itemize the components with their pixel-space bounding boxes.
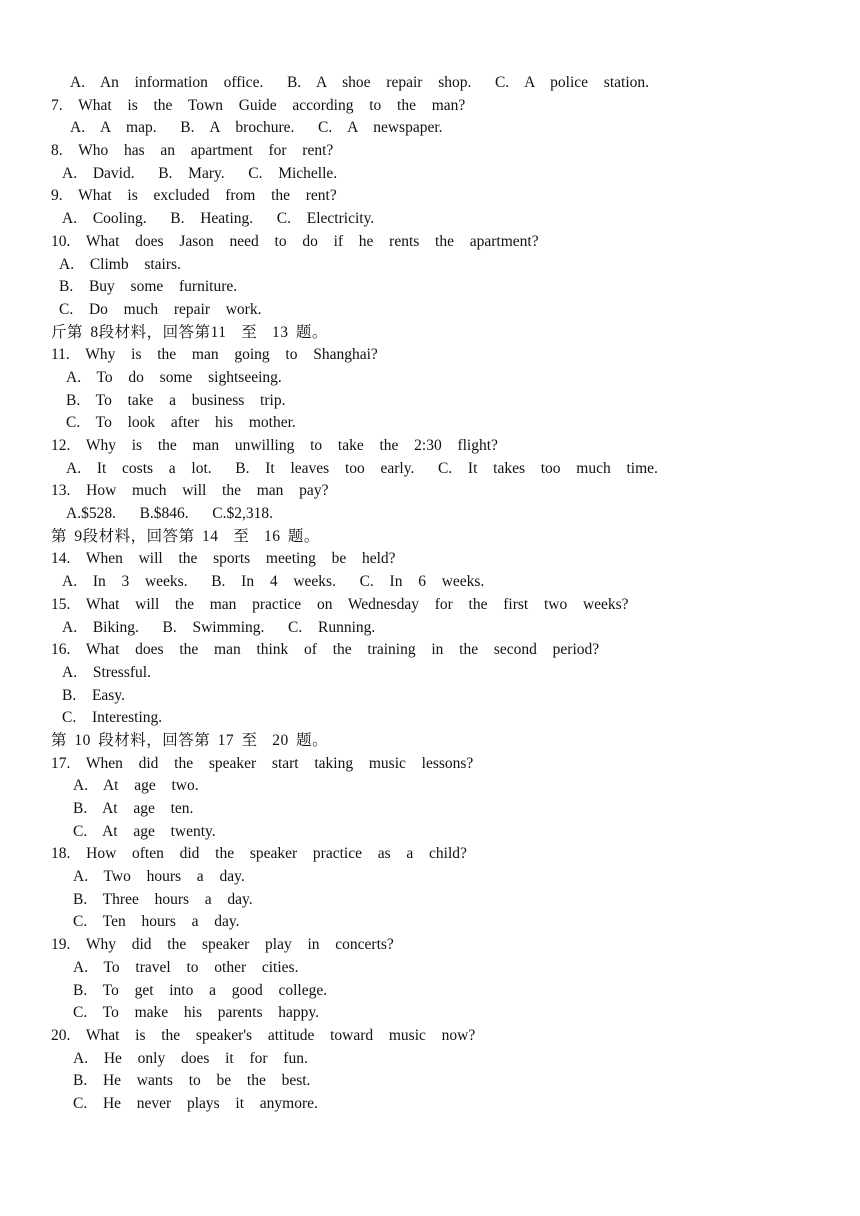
option-line: A. An information office. B. A shoe repair shop. C. A police station. [70,74,649,91]
option-line: A. It costs a lot. B. It leaves too early. C. It takes too much time. [66,459,658,477]
option-line: C. He never plays it anymore. [73,1094,318,1112]
option-line: B. He wants to be the best. [73,1072,311,1090]
question-18: 18. How often did the speaker practice as a child? [51,845,467,863]
option-line: A. Biking. B. Swimming. C. Running. [62,618,376,636]
option-line: A. To travel to other cities. [73,958,299,976]
option-line: A. Cooling. B. Heating. C. Electricity. [62,210,375,228]
option-line: C. To make his parents happy. [73,1004,319,1022]
option-line: C. Interesting. [62,709,163,727]
question-19: 19. Why did the speaker play in concerts? [51,936,394,954]
option-line: A. He only does it for fun. [73,1049,308,1067]
question-9: 9. What is excluded from the rent? [51,187,337,205]
section-heading: 第 9段材料，回答第 14 至 16 题。 [51,527,320,545]
question-15: 15. What will the man practice on Wednesday for the first two weeks? [51,595,629,613]
question-7: 7. What is the Town Guide according to the man? [51,96,466,114]
question-17: 17. When did the speaker start taking music lessons? [51,754,474,772]
option-line: A.$528. B.$846. C.$2,318. [66,505,273,523]
section-heading: 斤第 8段材料，回答第11 至 13 题。 [51,323,328,341]
question-20: 20. What is the speaker's attitude toward music now? [51,1026,476,1044]
option-line: A. In 3 weeks. B. In 4 weeks. C. In 6 weeks. [62,573,485,591]
question-13: 13. How much will the man pay? [51,482,329,500]
option-line: B. Three hours a day. [73,890,253,908]
question-8: 8. Who has an apartment for rent? [51,142,334,160]
option-line: C. At age twenty. [73,822,216,840]
option-line: B. To take a business trip. [66,391,286,409]
option-line: A. Two hours a day. [73,868,245,886]
question-11: 11. Why is the man going to Shanghai? [51,346,378,364]
question-10: 10. What does Jason need to do if he rents the apartment? [51,232,539,250]
question-12: 12. Why is the man unwilling to take the 2:30 flight? [51,437,498,454]
option-line: A. Climb stairs. [59,255,181,273]
option-line: C. To look after his mother. [66,414,296,432]
option-line: A. A map. B. A brochure. C. A newspaper. [70,119,443,137]
option-line: B. At age ten. [73,800,194,817]
option-line: B. Buy some furniture. [59,278,238,296]
option-line: C. Do much repair work. [59,300,262,318]
exam-page [0,72,860,1116]
option-line: A. At age two. [73,777,199,795]
section-heading: 第 10 段材料，回答第 17 至 20 题。 [51,731,329,749]
option-line: A. To do some sightseeing. [66,368,282,386]
question-16: 16. What does the man think of the training in the second period? [51,641,600,659]
option-line: C. Ten hours a day. [73,913,240,931]
option-line: A. Stressful. [62,663,151,681]
question-14: 14. When will the sports meeting be held? [51,550,396,568]
option-line: B. Easy. [62,686,125,704]
option-line: B. To get into a good college. [73,981,328,999]
option-line: A. David. B. Mary. C. Michelle. [62,164,338,182]
